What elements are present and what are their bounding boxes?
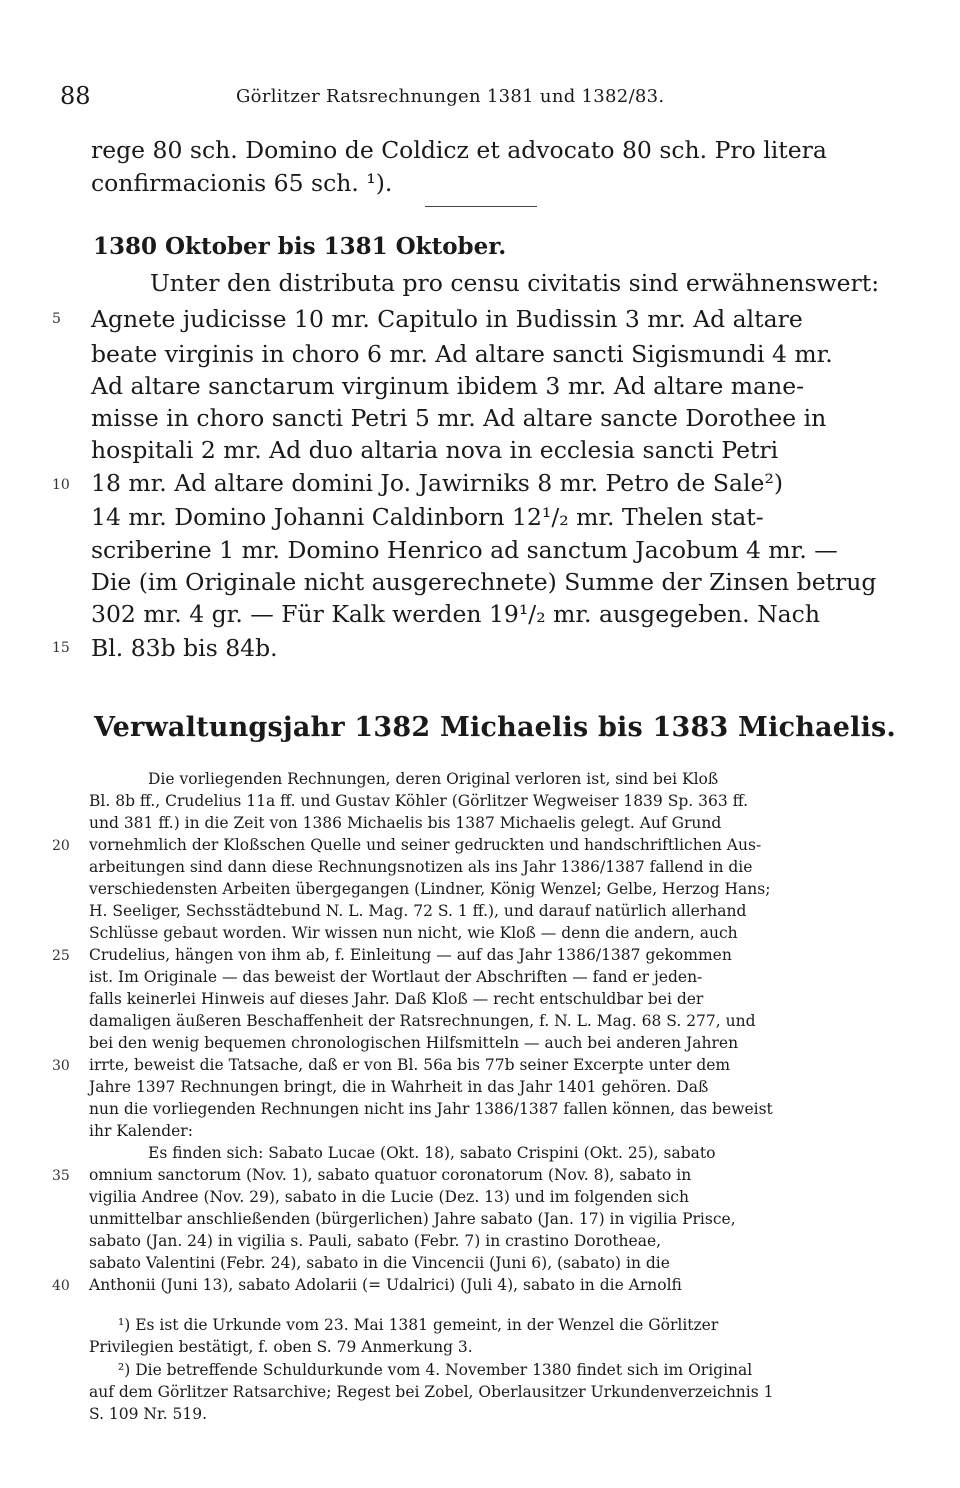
section-heading-1382: Verwaltungsjahr 1382 Michaelis bis 1383 Michaelis. — [94, 712, 897, 743]
text-line: nun die vorliegenden Rechnungen nicht ins Jahr 1386/1387 fallen können, das beweist — [89, 1100, 773, 1118]
text-line: vornehmlich der Kloßschen Quelle und seiner gedruckten und handschriftlichen Aus- — [89, 836, 762, 854]
text-line: Crudelius, hängen von ihm ab, f. Einleitung — auf das Jahr 1386/1387 gekommen — [89, 946, 732, 964]
text-line: confirmacionis 65 sch. ¹). — [91, 169, 393, 197]
text-line: vigilia Andree (Nov. 29), sabato in die Lucie (Dez. 13) und im folgenden sich — [89, 1188, 689, 1206]
text-line: H. Seeliger, Sechsstädtebund N. L. Mag. 72 S. 1 ff.), und darauf natürlich allerhand — [89, 902, 747, 920]
text-line: rege 80 sch. Domino de Coldicz et advocato 80 sch. Pro litera — [91, 136, 827, 164]
text-line: 18 mr. Ad altare domini Jo. Jawirniks 8 mr. Petro de Sale²) — [91, 469, 784, 497]
footnote-line: ¹) Es ist die Urkunde vom 23. Mai 1381 gemeint, in der Wenzel die Görlitzer — [118, 1316, 719, 1334]
text-line: verschiedensten Arbeiten übergegangen (Lindner, König Wenzel; Gelbe, Herzog Hans; — [89, 880, 771, 898]
separator-rule — [425, 206, 537, 207]
line-number: 30 — [52, 1058, 70, 1074]
text-line: ist. Im Originale — das beweist der Wortlaut der Abschriften — fand er jeden- — [89, 968, 703, 986]
page-number: 88 — [60, 82, 91, 110]
text-line: Ad altare sanctarum virginum ibidem 3 mr. Ad altare mane- — [91, 372, 805, 400]
page-header — [60, 82, 920, 112]
text-line: 14 mr. Domino Johanni Caldinborn 12¹/₂ mr. Thelen stat- — [91, 503, 764, 531]
text-line: sabato (Jan. 24) in vigilia s. Pauli, sabato (Febr. 7) in crastino Dorotheae, — [89, 1232, 662, 1250]
text-line: unmittelbar anschließenden (bürgerlichen) Jahre sabato (Jan. 17) in vigilia Prisce, — [89, 1210, 736, 1228]
text-line: Agnete judicisse 10 mr. Capitulo in Budissin 3 mr. Ad altare — [91, 305, 803, 333]
line-number: 25 — [52, 948, 70, 964]
text-line: Jahre 1397 Rechnungen bringt, die in Wahrheit in das Jahr 1401 gehören. Daß — [89, 1078, 709, 1096]
text-line: Bl. 83b bis 84b. — [91, 634, 278, 662]
text-line: falls keinerlei Hinweis auf dieses Jahr. Daß Kloß — recht entschuldbar bei der — [89, 990, 704, 1008]
text-line: Es finden sich: Sabato Lucae (Okt. 18), sabato Crispini (Okt. 25), sabato — [148, 1144, 716, 1162]
footnote-line: Privilegien bestätigt, f. oben S. 79 Anmerkung 3. — [89, 1338, 473, 1356]
text-line: 302 mr. 4 gr. — Für Kalk werden 19¹/₂ mr. ausgegeben. Nach — [91, 600, 820, 628]
text-line: beate virginis in choro 6 mr. Ad altare sancti Sigismundi 4 mr. — [91, 340, 833, 368]
text-line: ihr Kalender: — [89, 1122, 193, 1140]
line-number: 20 — [52, 838, 70, 854]
running-title: Görlitzer Ratsrechnungen 1381 und 1382/83. — [236, 86, 665, 107]
text-line: Unter den distributa pro censu civitatis sind erwähnenswert: — [150, 269, 880, 297]
text-line: bei den wenig bequemen chronologischen Hilfsmitteln — auch bei anderen Jahren — [89, 1034, 739, 1052]
text-line: Die vorliegenden Rechnungen, deren Original verloren ist, sind bei Kloß — [148, 770, 719, 788]
text-line: Bl. 8b ff., Crudelius 11a ff. und Gustav Köhler (Görlitzer Wegweiser 1839 Sp. 363 ff. — [89, 792, 748, 810]
text-line: sabato Valentini (Febr. 24), sabato in die Vincencii (Juni 6), (sabato) in die — [89, 1254, 670, 1272]
text-line: scriberine 1 mr. Domino Henrico ad sanctum Jacobum 4 mr. — — [91, 536, 838, 564]
text-line: und 381 ff.) in die Zeit von 1386 Michaelis bis 1387 Michaelis gelegt. Auf Grund — [89, 814, 722, 832]
line-number: 40 — [52, 1278, 70, 1294]
line-number: 35 — [52, 1168, 70, 1184]
footnote-line: S. 109 Nr. 519. — [89, 1405, 208, 1423]
text-line: Die (im Originale nicht ausgerechnete) Summe der Zinsen betrug — [91, 568, 877, 596]
text-line: irrte, beweist die Tatsache, daß er von Bl. 56a bis 77b seiner Excerpte unter dem — [89, 1056, 731, 1074]
text-line: omnium sanctorum (Nov. 1), sabato quatuor coronatorum (Nov. 8), sabato in — [89, 1166, 692, 1184]
footnote-line: auf dem Görlitzer Ratsarchive; Regest bei Zobel, Oberlausitzer Urkundenverzeichnis 1 — [89, 1383, 774, 1401]
text-line: arbeitungen sind dann diese Rechnungsnotizen als ins Jahr 1386/1387 fallend in die — [89, 858, 753, 876]
footnote-line: ²) Die betreffende Schuldurkunde vom 4. November 1380 findet sich im Original — [118, 1361, 753, 1379]
line-number: 10 — [52, 477, 70, 493]
text-line: Schlüsse gebaut worden. Wir wissen nun nicht, wie Kloß — denn die andern, auch — [89, 924, 738, 942]
section-heading-1380: 1380 Oktober bis 1381 Oktober. — [93, 233, 507, 260]
line-number: 15 — [52, 640, 70, 656]
line-number: 5 — [52, 311, 61, 327]
text-line: hospitali 2 mr. Ad duo altaria nova in ecclesia sancti Petri — [91, 436, 779, 464]
text-line: Anthonii (Juni 13), sabato Adolarii (= Udalrici) (Juli 4), sabato in die Arnolfi — [89, 1276, 682, 1294]
text-line: misse in choro sancti Petri 5 mr. Ad altare sancte Dorothee in — [91, 404, 827, 432]
text-line: damaligen äußeren Beschaffenheit der Ratsrechnungen, f. N. L. Mag. 68 S. 277, und — [89, 1012, 756, 1030]
